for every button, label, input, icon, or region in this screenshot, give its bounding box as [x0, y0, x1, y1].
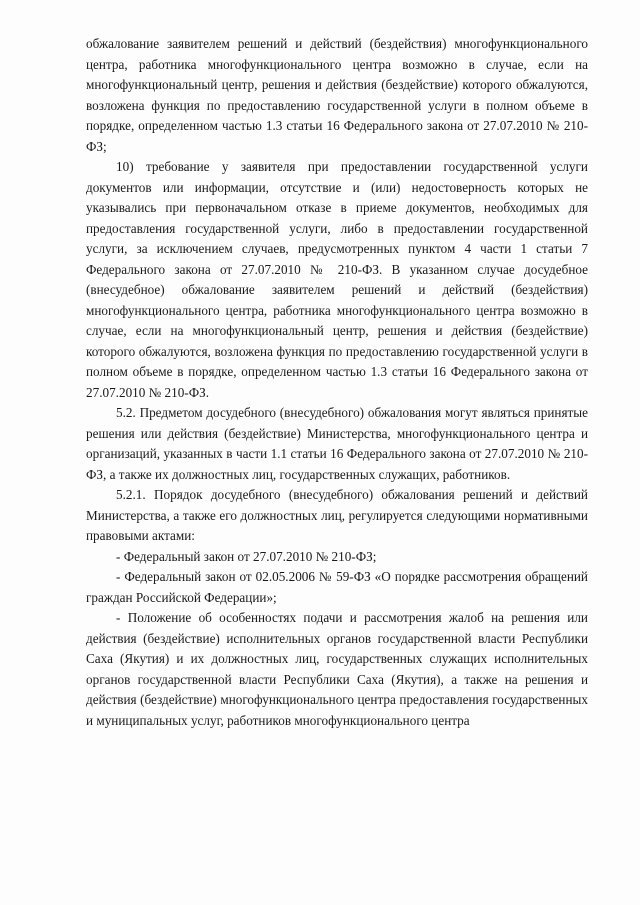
list-item-regulation: - Положение об особенностях подачи и рассмотрения жалоб на решения или действия (бездействие) исполнительных органов государственной власти Республики Саха (Якутия) и их должностных лиц, государственных служащих исполнительных органов государственной власти Республики Саха (Якутия), а также на решения и действия (бездействие) многофункционального центра предоставления государственных и муниципальных услуг, работников многофункционального центра [86, 610, 588, 728]
list-item-federal-law-59: - Федеральный закон от 02.05.2006 № 59-ФЗ «О порядке рассмотрения обращений граждан Российской Федерации»; [86, 569, 588, 605]
paragraph-5-2: 5.2. Предметом досудебного (внесудебного) обжалования могут являться принятые решения или действия (бездействие) Министерства, многофункционального центра и организаций, указанных в части 1.1 статьи 16 Федерального закона от 27.07.2010 № 210-ФЗ, а также их должностных лиц, государственных служащих, работников. [86, 405, 588, 482]
paragraph-5-2-1: 5.2.1. Порядок досудебного (внесудебного) обжалования решений и действий Министерства, а также его должностных лиц, регулируется следующими нормативными правовыми актами: [86, 487, 588, 543]
paragraph-appeal-continuation: обжалование заявителем решений и действий (бездействия) многофункционального центра, работника многофункционального центра возможно в случае, если на многофункциональный центр, решения и действия (бездействие) которого обжалуются, возложена функция по предоставлению государственной услуги в полном объеме в порядке, определенном частью 1.3 статьи 16 Федерального закона от 27.07.2010 № 210-ФЗ; [86, 36, 588, 154]
list-item-federal-law-210: - Федеральный закон от 27.07.2010 № 210-ФЗ; [116, 548, 377, 564]
document-body [86, 34, 588, 731]
paragraph-item-10: 10) требование у заявителя при предоставлении государственной услуги документов или информации, отсутствие и (или) недостоверность которых не указывались при первоначальном отказе в приеме документов, необходимых для предоставления государственной услуги, либо в предоставлении государственной услуги, за исключением случаев, предусмотренных пунктом 4 части 1 статьи 7 Федерального закона от 27.07.2010 № 210-ФЗ. В указанном случае досудебное (внесудебное) обжалование заявителем решений и действий (бездействия) многофункционального центра, работника многофункционального центра возможно в случае, если на многофункциональный центр, решения и действия (бездействие) которого обжалуются, возложена функция по предоставлению государственной услуги в полном объеме в порядке, определенном частью 1.3 статьи 16 Федерального закона от 27.07.2010 № 210-ФЗ. [86, 159, 588, 400]
